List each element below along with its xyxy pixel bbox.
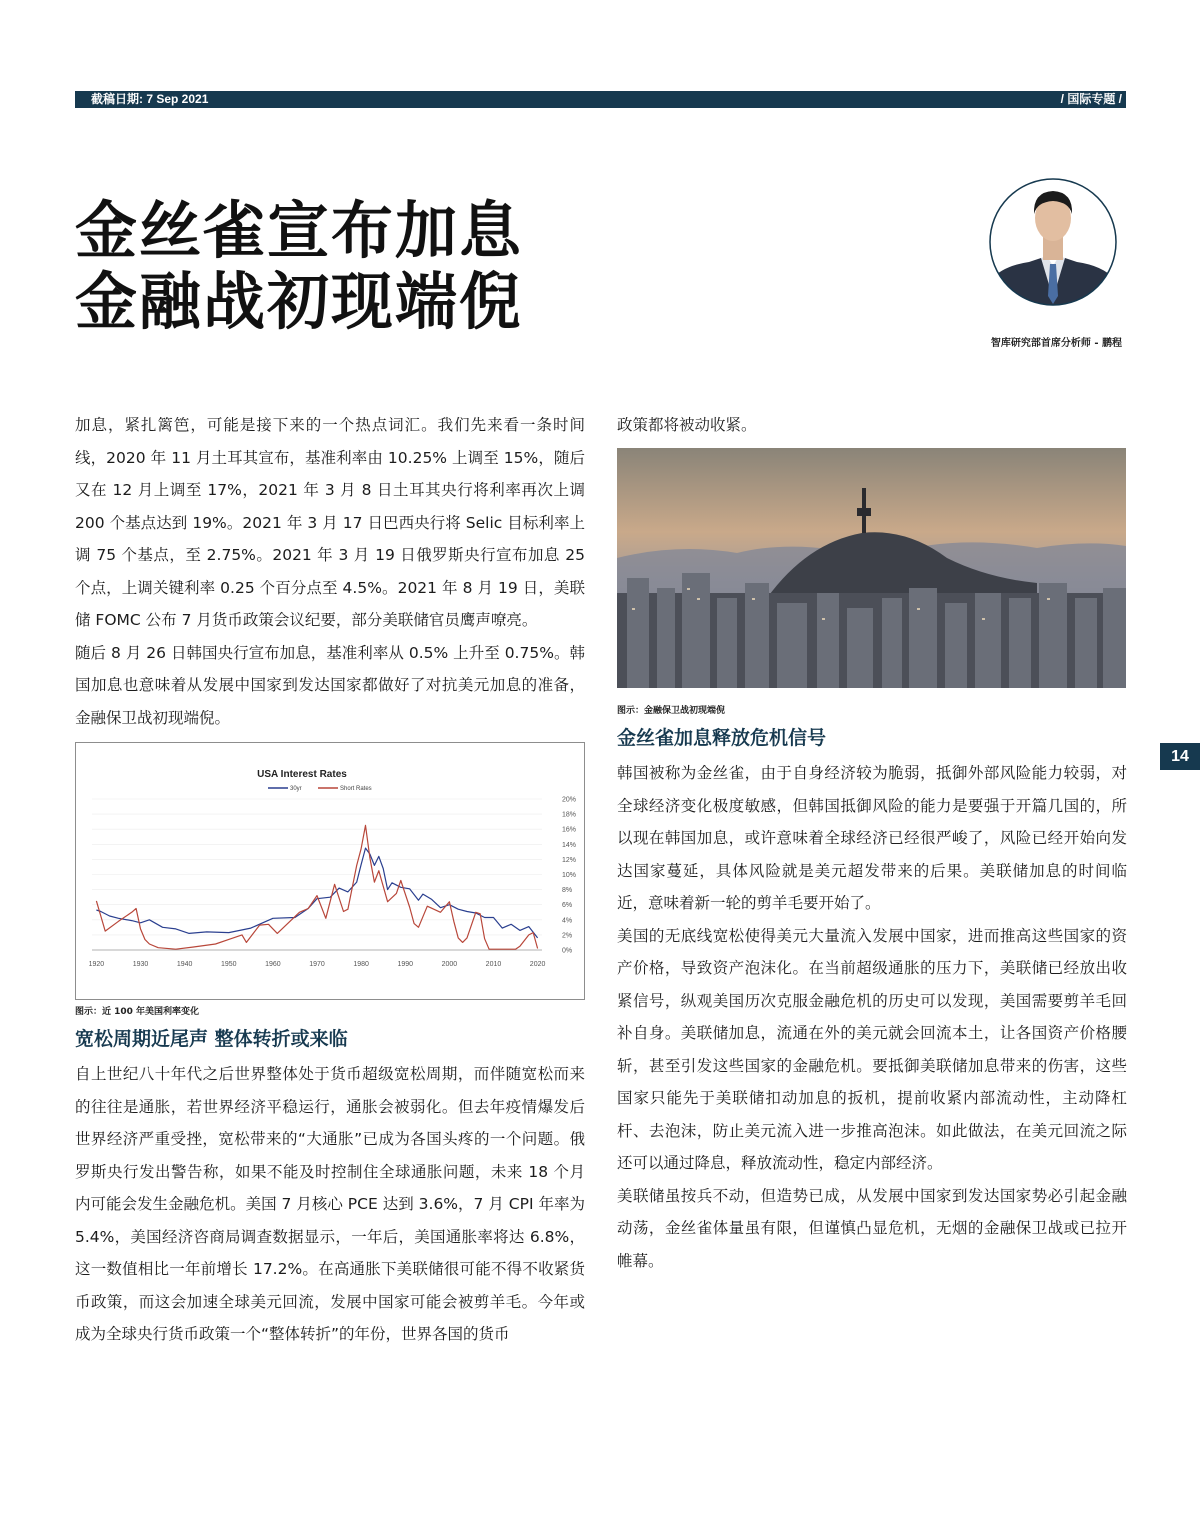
y-tick-label: 0% — [562, 947, 573, 955]
continuation-paragraph: 政策都将被动收紧。 — [617, 416, 757, 434]
x-tick-label: 1930 — [132, 961, 149, 968]
y-tick-label: 6% — [562, 902, 573, 910]
interest-rate-chart — [75, 742, 585, 1000]
y-tick-label: 18% — [562, 811, 577, 819]
photo-caption: 图示：金融保卫战初现端倪 — [617, 706, 726, 716]
series-line-short-rates — [96, 825, 537, 949]
y-tick-label: 14% — [562, 841, 577, 849]
intro-paragraph: 加息，紧扎篱笆，可能是接下来的一个热点词汇。我们先来看一条时间线，2020 年 11 月土耳其宣布，基准利率由 10.25% 上调至 15%，随后又在 12 月上调至 17%，2021 年 3 月 8 日土耳其央行将利率再次上调 200 个基点达到 19%。2021 年 3 月 17 日巴西央行将 Selic 目标利率上调 75 个基点，至 2.75%。2021 年 3 月 19 日俄罗斯央行宣布加息 25 个点，上调关键利率 0.25 个百分点至 4.5%。2021 年 8 月 19 日，美联储 FOMC 公布 7 月货币政策会议纪要，部分美联储官员鹰声嘹亮。 — [75, 416, 585, 629]
x-tick-label: 1990 — [397, 961, 414, 968]
y-tick-label: 2% — [562, 932, 573, 940]
seoul-skyline-photo — [617, 448, 1126, 688]
interest-rate-chart-svg — [76, 743, 584, 999]
x-tick-label: 1940 — [176, 961, 193, 968]
y-tick-label: 20% — [562, 796, 577, 804]
x-tick-label: 1960 — [265, 961, 281, 968]
section-heading-2: 金丝雀加息释放危机信号 — [617, 727, 827, 749]
legend-label-30yr: 30yr — [290, 786, 302, 792]
left-column — [75, 409, 585, 1351]
korea-paragraph: 随后 8 月 26 日韩国央行宣布加息，基准利率从 0.5% 上升至 0.75%。韩国加息也意味着从发展中国家到发达国家都做好了对抗美元加息的准备，金融保卫战初现端倪。 — [75, 643, 585, 727]
title-line-2: 金融战初现端倪 — [75, 265, 524, 338]
canary-paragraph: 韩国被称为金丝雀，由于自身经济较为脆弱，抵御外部风险能力较弱，对全球经济变化极度敏感，但韩国抵御风险的能力是要强于开篇几国的，所以现在韩国加息，或许意味着全球经济已经很严峻了，风险已经开始向发达国家蔓延，具体风险就是美元超发带来的后果。美联储加息的时间临近，意味着新一轮的剪羊毛要开始了。 — [617, 764, 1127, 912]
chart-caption: 图示：近 100 年美国利率变化 — [75, 1007, 200, 1017]
y-tick-label: 4% — [562, 917, 573, 925]
dollar-flow-paragraph: 美国的无底线宽松使得美元大量流入发展中国家，进而推高这些国家的资产价格，导致资产泡沫化。在当前超级通胀的压力下，美联储已经放出收紧信号，纵观美国历次克服金融危机的历史可以发现，美国需要剪羊毛回补自身。美联储加息，流通在外的美元就会回流本土，让各国资产价格腰斩，甚至引发这些国家的金融危机。要抵御美联储加息带来的伤害，这些国家只能先于美联储扣动加息的扳机，提前收紧内部流动性，主动降杠杆、去泡沫，防止美元流入进一步推高泡沫。如此做法，在美元回流之际还可以通过降息，释放流动性，稳定内部经济。 — [617, 926, 1127, 1172]
section-heading-1: 宽松周期近尾声 整体转折或来临 — [75, 1028, 348, 1050]
x-tick-label: 2010 — [485, 961, 502, 968]
y-tick-label: 16% — [562, 826, 577, 834]
easing-cycle-paragraph: 自上世纪八十年代之后世界整体处于货币超级宽松周期，而伴随宽松而来的往往是通胀，若世界经济平稳运行，通胀会被弱化。但去年疫情爆发后世界经济严重受挫，宽松带来的“大通胀”已成为各国头疼的一个问题。俄罗斯央行发出警告称，如果不能及时控制住全球通胀问题，未来 18 个月内可能会发生金融危机。美国 7 月核心 PCE 达到 3.6%，7 月 CPI 年率为 5.4%，美国经济咨商局调查数据显示，一年后，美国通胀率将达 6.8%，这一数值相比一年前增长 17.2%。在高通胀下美联储很可能不得不收紧货币政策，而这会加速全球美元回流，发展中国家可能会被剪羊毛。今年或成为全球央行货币政策一个“整体转折”的年份，世界各国的货币 — [75, 1065, 585, 1343]
page-title — [75, 195, 523, 337]
y-tick-label: 10% — [562, 872, 577, 879]
y-tick-label: 8% — [562, 887, 573, 895]
conclusion-paragraph: 美联储虽按兵不动，但造势已成，从发展中国家到发达国家势必引起金融动荡，金丝雀体量虽有限，但谨慎凸显危机，无烟的金融保卫战或已拉开帷幕。 — [617, 1186, 1127, 1270]
x-tick-label: 1980 — [353, 961, 369, 968]
x-tick-label: 1950 — [220, 961, 237, 968]
x-tick-label: 2020 — [529, 961, 546, 968]
x-tick-label: 1920 — [88, 961, 105, 968]
right-column — [617, 409, 1127, 1277]
x-tick-label: 1970 — [309, 961, 325, 968]
legend-label-short: Short Rates — [340, 786, 372, 792]
section-label: / 国际专题 / — [1060, 92, 1122, 106]
title-line-1: 金丝雀宣布加息 — [75, 194, 524, 267]
y-tick-label: 12% — [562, 856, 577, 864]
header-bar — [75, 91, 1126, 108]
author-photo — [989, 178, 1117, 306]
x-tick-label: 2000 — [441, 961, 458, 968]
author-caption: 智库研究部首席分析师 - 鹏程 — [990, 338, 1122, 349]
issue-date: 截稿日期: 7 Sep 2021 — [91, 92, 209, 106]
chart-title: USA Interest Rates — [257, 769, 347, 780]
page-number: 14 — [1160, 743, 1200, 770]
